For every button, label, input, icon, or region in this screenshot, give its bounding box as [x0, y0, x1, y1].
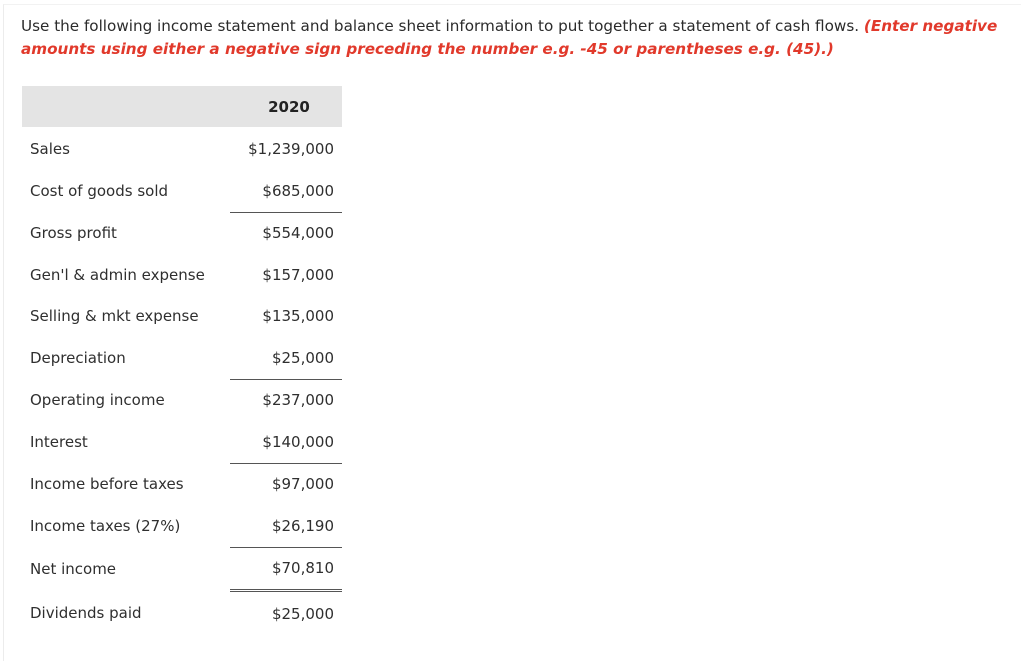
- row-label: Operating income: [30, 391, 165, 409]
- row-label: Gross profit: [30, 224, 117, 242]
- instructions-hint: (Enter negative amounts using either a negative sign preceding the number e.g. -45 or parentheses e.g. (45).): [21, 17, 998, 58]
- row-value: $70,810: [230, 547, 342, 591]
- row-label: Cost of goods sold: [30, 182, 169, 200]
- table-row-depreciation: [22, 337, 342, 379]
- table-row-gross-profit: [22, 212, 342, 254]
- row-value: $135,000: [262, 307, 334, 326]
- row-value: $1,239,000: [248, 139, 334, 158]
- instructions-text: Use the following income statement and balance sheet information to put together a statement of cash flows.: [21, 17, 864, 35]
- row-label: Net income: [30, 559, 117, 578]
- table-header-year: 2020: [230, 86, 342, 127]
- table-row-income-before-taxes: [22, 463, 342, 505]
- row-label: Selling & mkt expense: [30, 307, 199, 326]
- table-row-income-taxes: [22, 505, 342, 547]
- question-instructions: [21, 15, 1011, 61]
- row-value: $685,000: [230, 170, 342, 212]
- table-row-cost-of-goods-sold: [22, 170, 342, 212]
- income-statement-table: [22, 86, 342, 635]
- row-label: Income taxes (27%): [30, 517, 181, 535]
- table-row-operating-income: [22, 379, 342, 421]
- table-header-row: [22, 86, 342, 127]
- row-label: Depreciation: [30, 349, 126, 367]
- table-row-selling-marketing-expense: [22, 296, 342, 338]
- table-row-sales: [22, 127, 342, 170]
- row-label: Dividends paid: [30, 603, 142, 622]
- row-label: Gen'l & admin expense: [30, 265, 205, 284]
- row-label: Income before taxes: [30, 475, 184, 493]
- table-row-net-income: [22, 547, 342, 591]
- row-value: $237,000: [262, 391, 334, 410]
- table-row-dividends-paid: [22, 591, 342, 636]
- row-value: $26,190: [230, 505, 342, 547]
- row-label: Sales: [30, 139, 70, 158]
- table-row-general-admin-expense: [22, 254, 342, 296]
- row-value: $97,000: [271, 475, 334, 494]
- row-value: $554,000: [262, 224, 334, 243]
- row-value: $25,000: [230, 337, 342, 379]
- table-header-label: [22, 86, 230, 127]
- row-value: $140,000: [230, 421, 342, 463]
- row-value: $157,000: [262, 265, 334, 284]
- row-label: Interest: [30, 433, 88, 451]
- row-value: $25,000: [271, 604, 334, 623]
- table-row-interest: [22, 421, 342, 463]
